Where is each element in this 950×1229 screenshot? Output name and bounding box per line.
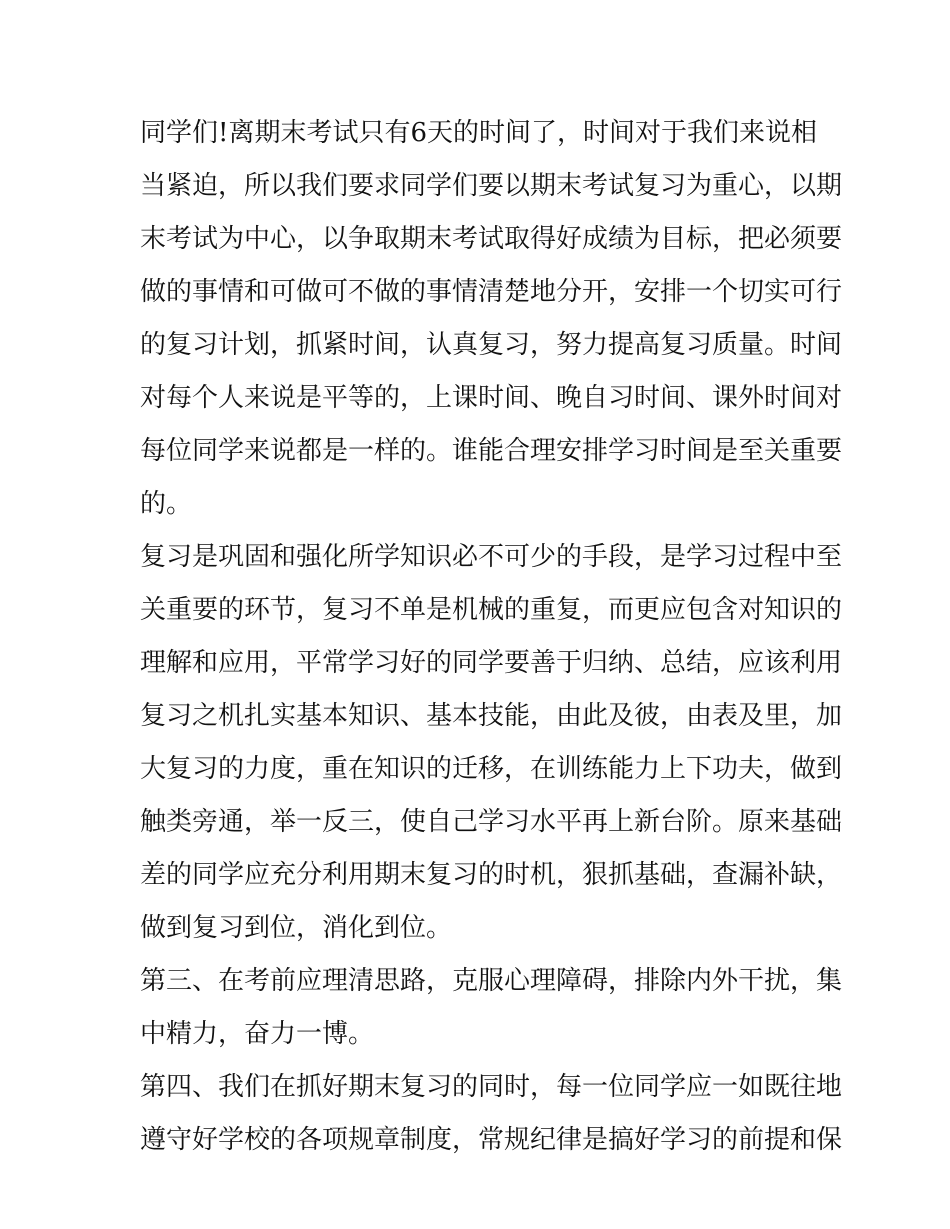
text-line: 差的同学应充分利用期末复习的时机，狠抓基础，查漏补缺， bbox=[140, 860, 843, 890]
paragraph-1 bbox=[140, 107, 843, 531]
text-line: 做到复习到位，消化到位。 bbox=[140, 913, 453, 943]
text-line: 遵守好学校的各项规章制度，常规纪律是搞好学习的前提和保 bbox=[140, 1125, 843, 1155]
text-line: 第四、我们在抓好期末复习的同时，每一位同学应一如既往地 bbox=[140, 1072, 843, 1102]
text-line: 末考试为中心，以争取期末考试取得好成绩为目标，把必须要 bbox=[140, 224, 843, 254]
paragraph-4 bbox=[140, 1061, 843, 1167]
text-line: 对每个人来说是平等的，上课时间、晚自习时间、课外时间对 bbox=[140, 383, 843, 413]
text-line: 做的事情和可做可不做的事情清楚地分开，安排一个切实可行 bbox=[140, 277, 843, 307]
text-line: 当紧迫，所以我们要求同学们要以期末考试复习为重心，以期 bbox=[140, 171, 843, 201]
text-line: 第三、在考前应理清思路，克服心理障碍，排除内外干扰，集 bbox=[140, 966, 843, 996]
text-line: 的。 bbox=[140, 489, 193, 519]
document-body bbox=[140, 107, 843, 1167]
text-line: 中精力，奋力一博。 bbox=[140, 1019, 375, 1049]
text-line: 的复习计划，抓紧时间，认真复习，努力提高复习质量。时间 bbox=[140, 330, 843, 360]
text-line: 复习是巩固和强化所学知识必不可少的手段，是学习过程中至 bbox=[140, 542, 843, 572]
text-line: 理解和应用，平常学习好的同学要善于归纳、总结，应该利用 bbox=[140, 648, 843, 678]
text-line: 复习之机扎实基本知识、基本技能，由此及彼，由表及里，加 bbox=[140, 701, 843, 731]
paragraph-3 bbox=[140, 955, 843, 1061]
text-line: 触类旁通，举一反三，使自己学习水平再上新台阶。原来基础 bbox=[140, 807, 843, 837]
text-line: 大复习的力度，重在知识的迁移，在训练能力上下功夫，做到 bbox=[140, 754, 843, 784]
text-line: 关重要的环节，复习不单是机械的重复，而更应包含对知识的 bbox=[140, 595, 843, 625]
paragraph-2 bbox=[140, 531, 843, 955]
text-line: 同学们!离期末考试只有6天的时间了，时间对于我们来说相 bbox=[140, 118, 817, 148]
text-line: 每位同学来说都是一样的。谁能合理安排学习时间是至关重要 bbox=[140, 436, 843, 466]
